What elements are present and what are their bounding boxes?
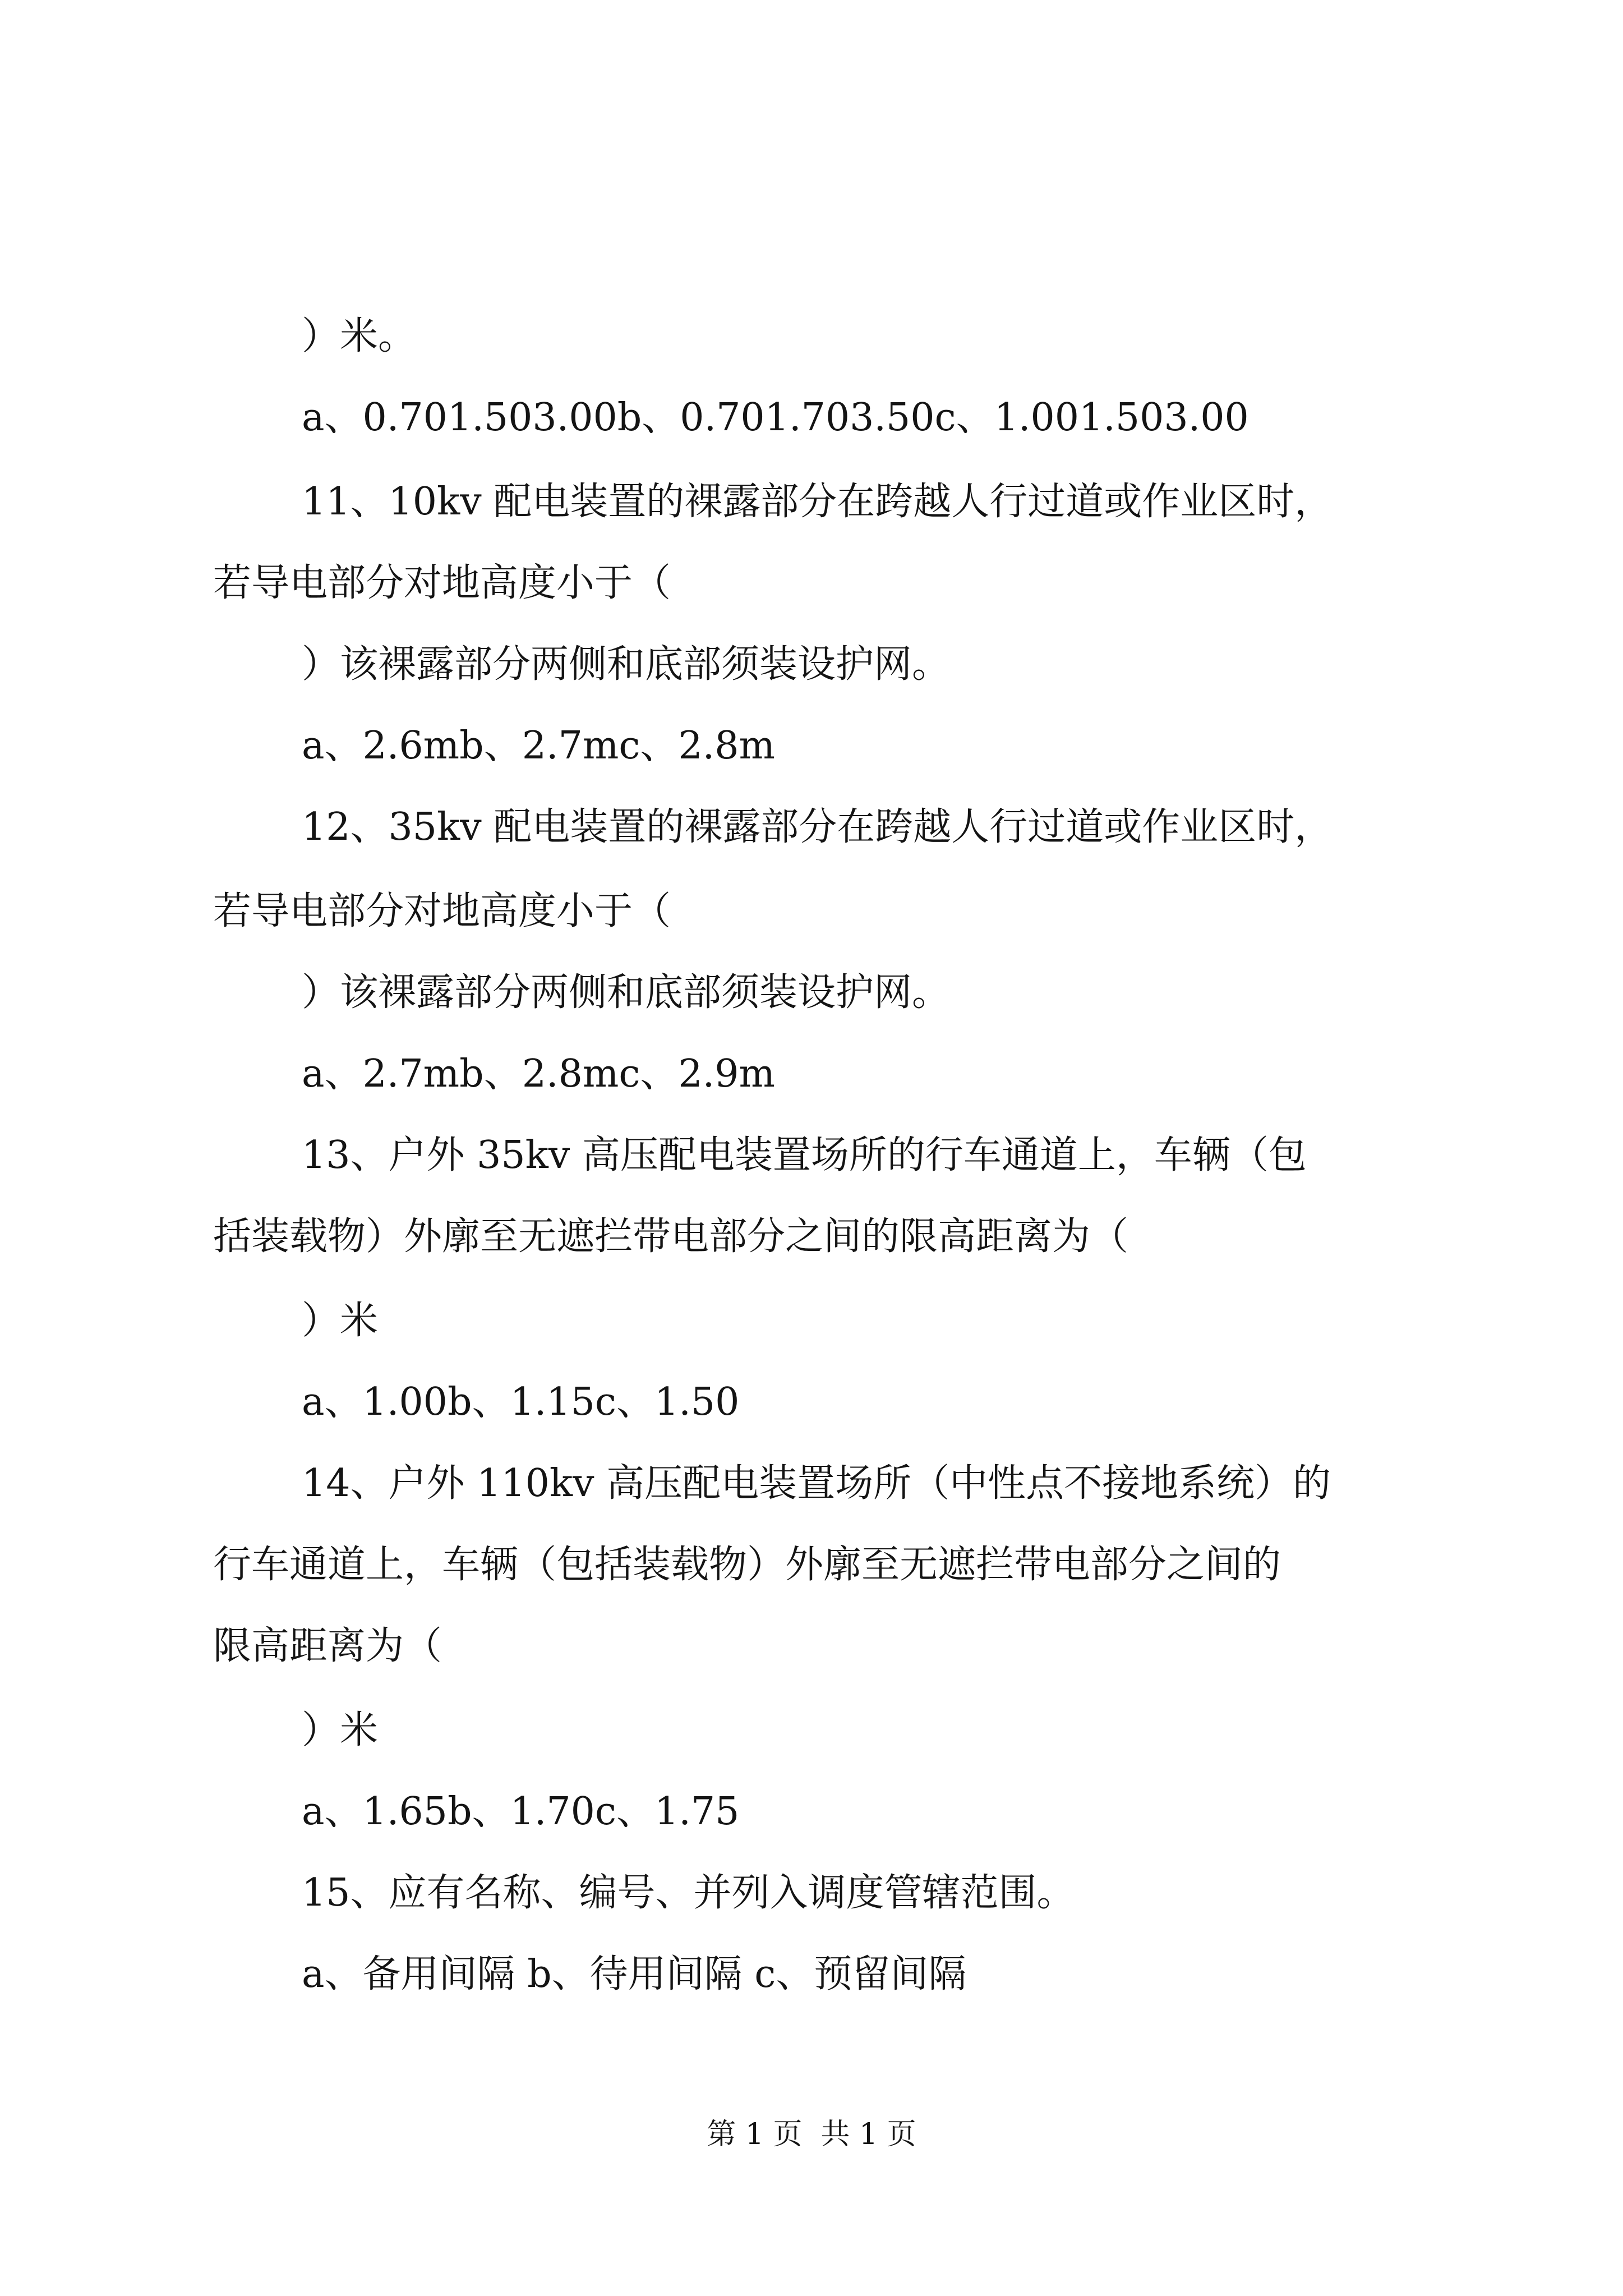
text-line: ）米。 [302,314,417,358]
question-15-options: a、备用间隔 b、待用间隔 c、预留间隔 [302,1952,967,1996]
text-line: ）该裸露部分两侧和底部须装设护网。 [302,970,951,1015]
question-15-line-1: 15、应有名称、编号、并列入调度管辖范围。 [302,1871,1075,1915]
text-line: a、0.701.503.00b、0.701.703.50c、1.001.503.00 [302,395,1249,440]
question-13-options: a、1.00b、1.15c、1.50 [302,1380,740,1424]
text-line: ）米 [302,1708,379,1752]
text-line: ）米 [302,1299,379,1343]
question-11-line-1: 11、10kv 配电装置的裸露部分在跨越人行过道或作业区时， [302,480,1333,524]
question-12-line-1: 12、35kv 配电装置的裸露部分在跨越人行过道或作业区时， [302,805,1333,849]
question-13-line-2: 括装载物）外廓至无遮拦带电部分之间的限高距离为（ [213,1214,1129,1259]
question-14-options: a、1.65b、1.70c、1.75 [302,1789,740,1834]
page-footer: 第 1 页 共 1 页 [707,2118,916,2151]
question-12-line-2: 若导电部分对地高度小于（ [213,889,671,933]
text-line: ）该裸露部分两侧和底部须装设护网。 [302,642,951,687]
question-13-line-1: 13、户外 35kv 高压配电装置场所的行车通道上，车辆（包 [302,1133,1307,1177]
question-14-line-3: 限高距离为（ [213,1624,442,1668]
question-11-options: a、2.6mb、2.7mc、2.8m [302,724,776,768]
question-12-options: a、2.7mb、2.8mc、2.9m [302,1052,776,1096]
question-11-line-2: 若导电部分对地高度小于（ [213,561,671,605]
question-14-line-2: 行车通道上，车辆（包括装载物）外廓至无遮拦带电部分之间的 [213,1543,1281,1587]
question-14-line-1: 14、户外 110kv 高压配电装置场所（中性点不接地系统）的 [302,1461,1331,1506]
